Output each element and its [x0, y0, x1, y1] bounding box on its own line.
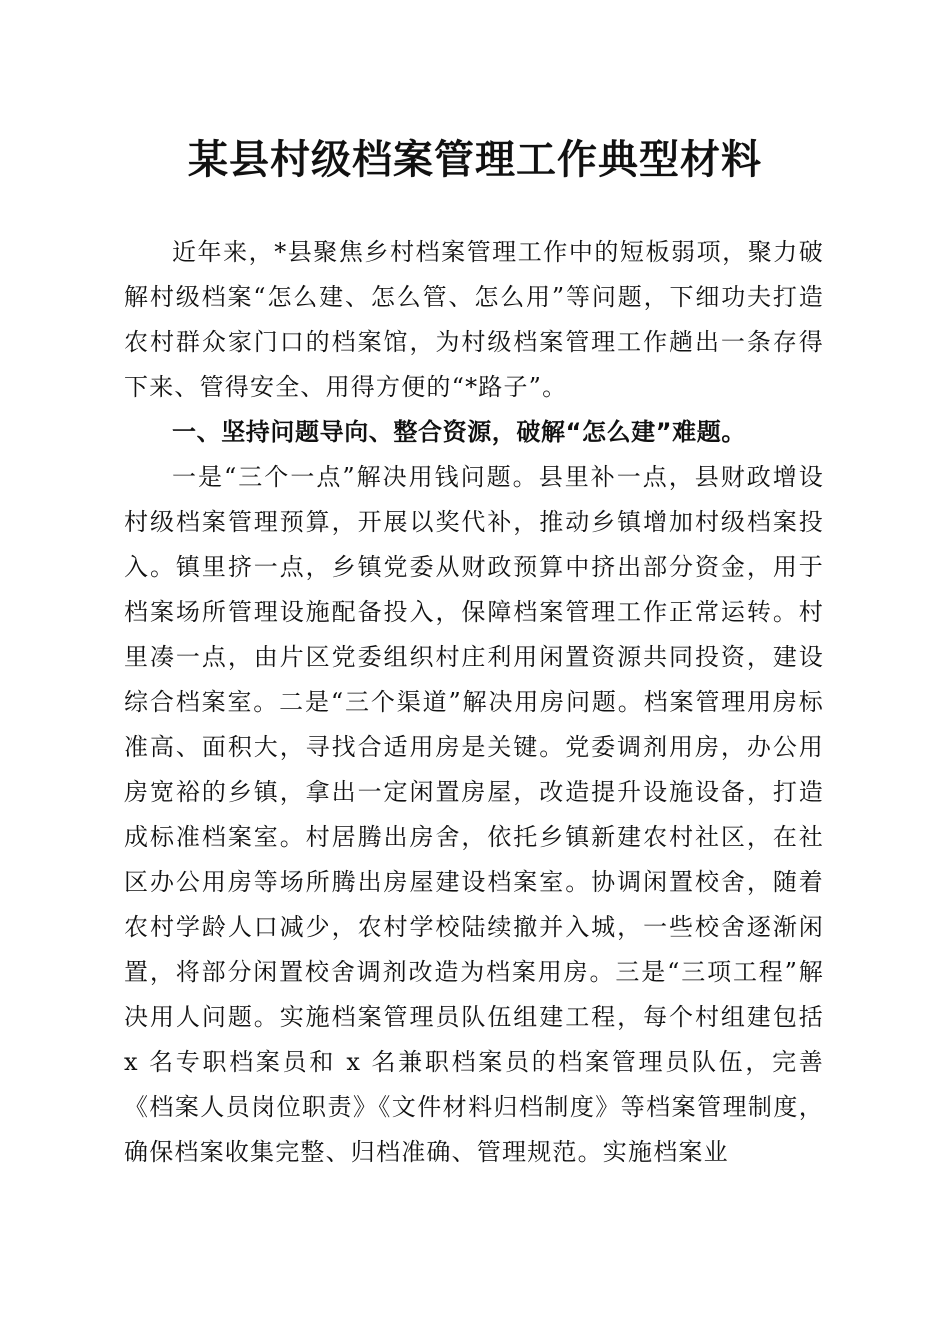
intro-paragraph: 近年来，*县聚焦乡村档案管理工作中的短板弱项，聚力破解村级档案“怎么建、怎么管、怎么用”等问题，下细功夫打造农村群众家门口的档案馆，为村级档案管理工作趟出一条存得下来、管得安全、用得方便的“*路子”。 — [124, 238, 824, 401]
body-paragraph: 一是“三个一点”解决用钱问题。县里补一点，县财政增设村级档案管理预算，开展以奖代补，推动乡镇增加村级档案投入。镇里挤一点，乡镇党委从财政预算中挤出部分资金，用于档案场所管理设施配备投入，保障档案管理工作正常运转。村里凑一点，由片区党委组织村庄利用闲置资源共同投资，建设综合档案室。二是“三个渠道”解决用房问题。档案管理用房标准高、面积大，寻找合适用房是关键。党委调剂用房，办公用房宽裕的乡镇，拿出一定闲置房屋，改造提升设施设备，打造成标准档案室。村居腾出房舍，依托乡镇新建农村社区，在社区办公用房等场所腾出房屋建设档案室。协调闲置校舍，随着农村学龄人口减少，农村学校陆续撤并入城，一些校舍逐渐闲置，将部分闲置校舍调剂改造为档案用房。三是“三项工程”解决用人问题。实施档案管理员队伍组建工程，每个村组建包括 x 名专职档案员和 x 名兼职档案员的档案管理员队伍，完善《档案人员岗位职责》《文件材料归档制度》等档案管理制度，确保档案收集完整、归档准确、管理规范。实施档案业 — [124, 463, 824, 1166]
document-title: 某县村级档案管理工作典型材料 — [188, 136, 762, 183]
section-heading: 一、坚持问题导向、整合资源，破解“怎么建”难题。 — [172, 418, 746, 446]
document-body — [124, 230, 824, 1175]
